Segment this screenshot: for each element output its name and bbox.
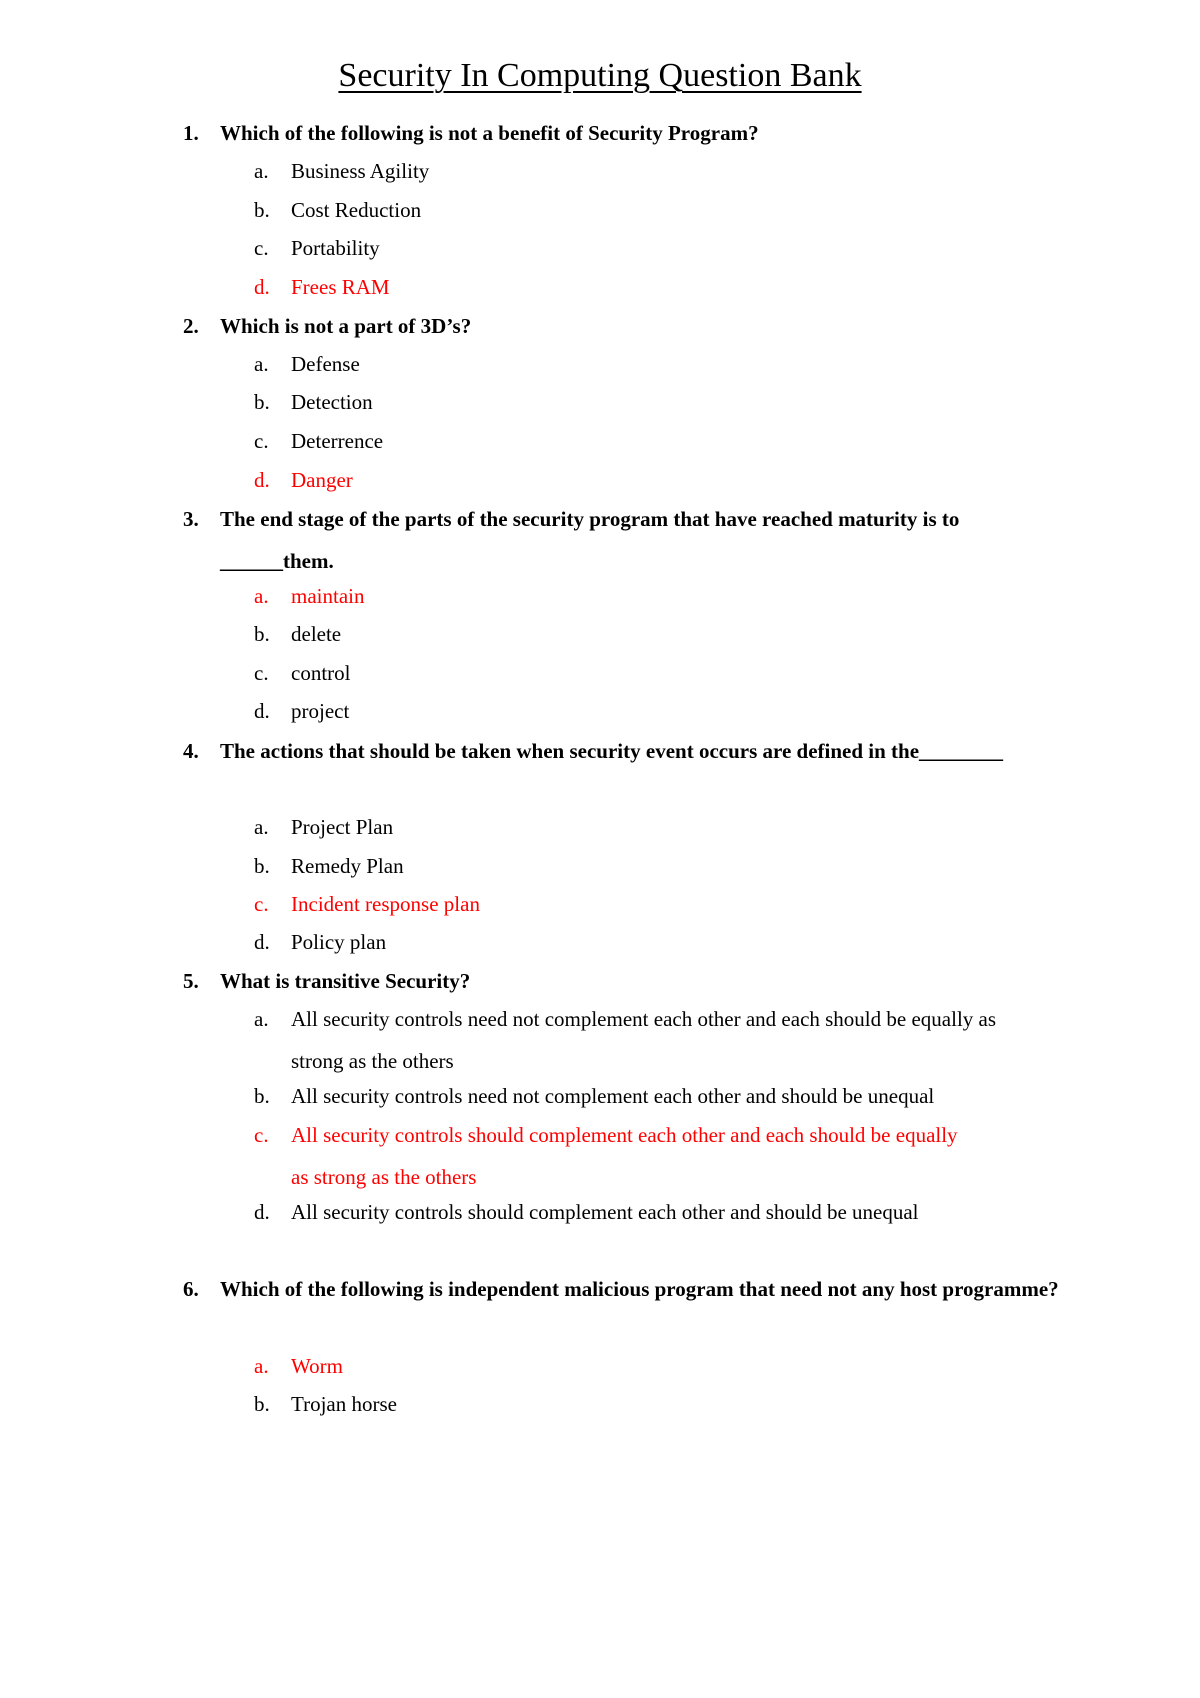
option-letter: b. [254, 1084, 270, 1108]
option-letter: d. [254, 275, 270, 299]
option-text: Danger [291, 468, 353, 492]
question-number: 2. [183, 314, 199, 338]
option-2d-correct-answer [254, 459, 1044, 501]
option-letter: a. [254, 352, 269, 376]
option-letter: c. [254, 1123, 269, 1147]
option-letter: a. [254, 1354, 269, 1378]
option-1b [254, 189, 1044, 231]
option-text: Incident response plan [291, 892, 480, 916]
question-1 [183, 112, 1063, 154]
option-letter: b. [254, 854, 270, 878]
option-text: Project Plan [291, 815, 394, 839]
option-4d [254, 921, 1044, 963]
option-text: project [291, 699, 350, 723]
option-text: Deterrence [291, 429, 384, 453]
option-text: All security controls should complement each other and each should be equally as strong as the others [291, 1123, 958, 1189]
option-text: All security controls need not complement each other and each should be equally as strong as the others [291, 1007, 997, 1073]
option-letter: d. [254, 1200, 270, 1224]
option-4a [254, 806, 1044, 848]
option-4b [254, 845, 1044, 887]
option-text: All security controls need not complement each other and should be unequal [291, 1084, 935, 1108]
question-2 [183, 305, 1063, 347]
option-text: Defense [291, 352, 360, 376]
option-letter: a. [254, 1007, 269, 1031]
option-3c [254, 652, 1044, 694]
option-text: Business Agility [291, 159, 430, 183]
question-text: Which is not a part of 3D’s? [220, 314, 472, 338]
option-3a-correct-answer [254, 575, 1044, 617]
option-5b [254, 1075, 1054, 1117]
option-letter: c. [254, 892, 269, 916]
document-title [0, 55, 1200, 97]
option-text: Detection [291, 390, 373, 414]
option-letter: d. [254, 930, 270, 954]
question-text: Which of the following is independent malicious program that need not any host programme? [220, 1277, 1059, 1301]
option-letter: b. [254, 198, 270, 222]
option-text: control [291, 661, 351, 685]
option-text: Frees RAM [291, 275, 390, 299]
option-text: Worm [291, 1354, 343, 1378]
option-3d [254, 690, 1044, 732]
option-text: Trojan horse [291, 1392, 397, 1416]
question-number: 1. [183, 121, 199, 145]
option-5d [254, 1191, 1054, 1233]
option-letter: a. [254, 159, 269, 183]
option-1d-correct-answer [254, 266, 1044, 308]
option-text: maintain [291, 584, 365, 608]
document-title-text: Security In Computing Question Bank [338, 57, 862, 94]
question-text: The end stage of the parts of the security program that have reached maturity is to ______them. [220, 507, 960, 573]
option-1a [254, 150, 1044, 192]
option-letter: b. [254, 390, 270, 414]
option-2c [254, 420, 1044, 462]
option-text: Remedy Plan [291, 854, 404, 878]
option-6b [254, 1383, 1044, 1425]
option-2b [254, 381, 1044, 423]
option-letter: c. [254, 429, 269, 453]
option-letter: a. [254, 815, 269, 839]
option-letter: b. [254, 622, 270, 646]
option-4c-correct-answer [254, 883, 1044, 925]
option-letter: b. [254, 1392, 270, 1416]
option-text: Cost Reduction [291, 198, 422, 222]
option-2a [254, 343, 1044, 385]
option-letter: c. [254, 236, 269, 260]
question-number: 6. [183, 1277, 199, 1301]
option-text: Policy plan [291, 930, 387, 954]
question-4 [183, 730, 1063, 772]
option-letter: a. [254, 584, 269, 608]
option-1c [254, 227, 1044, 269]
option-text: delete [291, 622, 342, 646]
question-text: The actions that should be taken when security event occurs are defined in the________ [220, 739, 1004, 763]
option-letter: d. [254, 699, 270, 723]
option-6a-correct-answer [254, 1345, 1044, 1387]
option-text: All security controls should complement each other and should be unequal [291, 1200, 919, 1224]
question-number: 3. [183, 507, 199, 531]
option-5a [254, 998, 1014, 1082]
question-6 [183, 1268, 1063, 1310]
question-text: Which of the following is not a benefit of Security Program? [220, 121, 759, 145]
question-3 [183, 498, 1063, 582]
question-text: What is transitive Security? [220, 969, 471, 993]
option-letter: c. [254, 661, 269, 685]
option-letter: d. [254, 468, 270, 492]
question-5 [183, 960, 1063, 1002]
question-number: 4. [183, 739, 199, 763]
option-text: Portability [291, 236, 380, 260]
option-3b [254, 613, 1044, 655]
question-number: 5. [183, 969, 199, 993]
option-5c-correct-answer [254, 1114, 974, 1198]
